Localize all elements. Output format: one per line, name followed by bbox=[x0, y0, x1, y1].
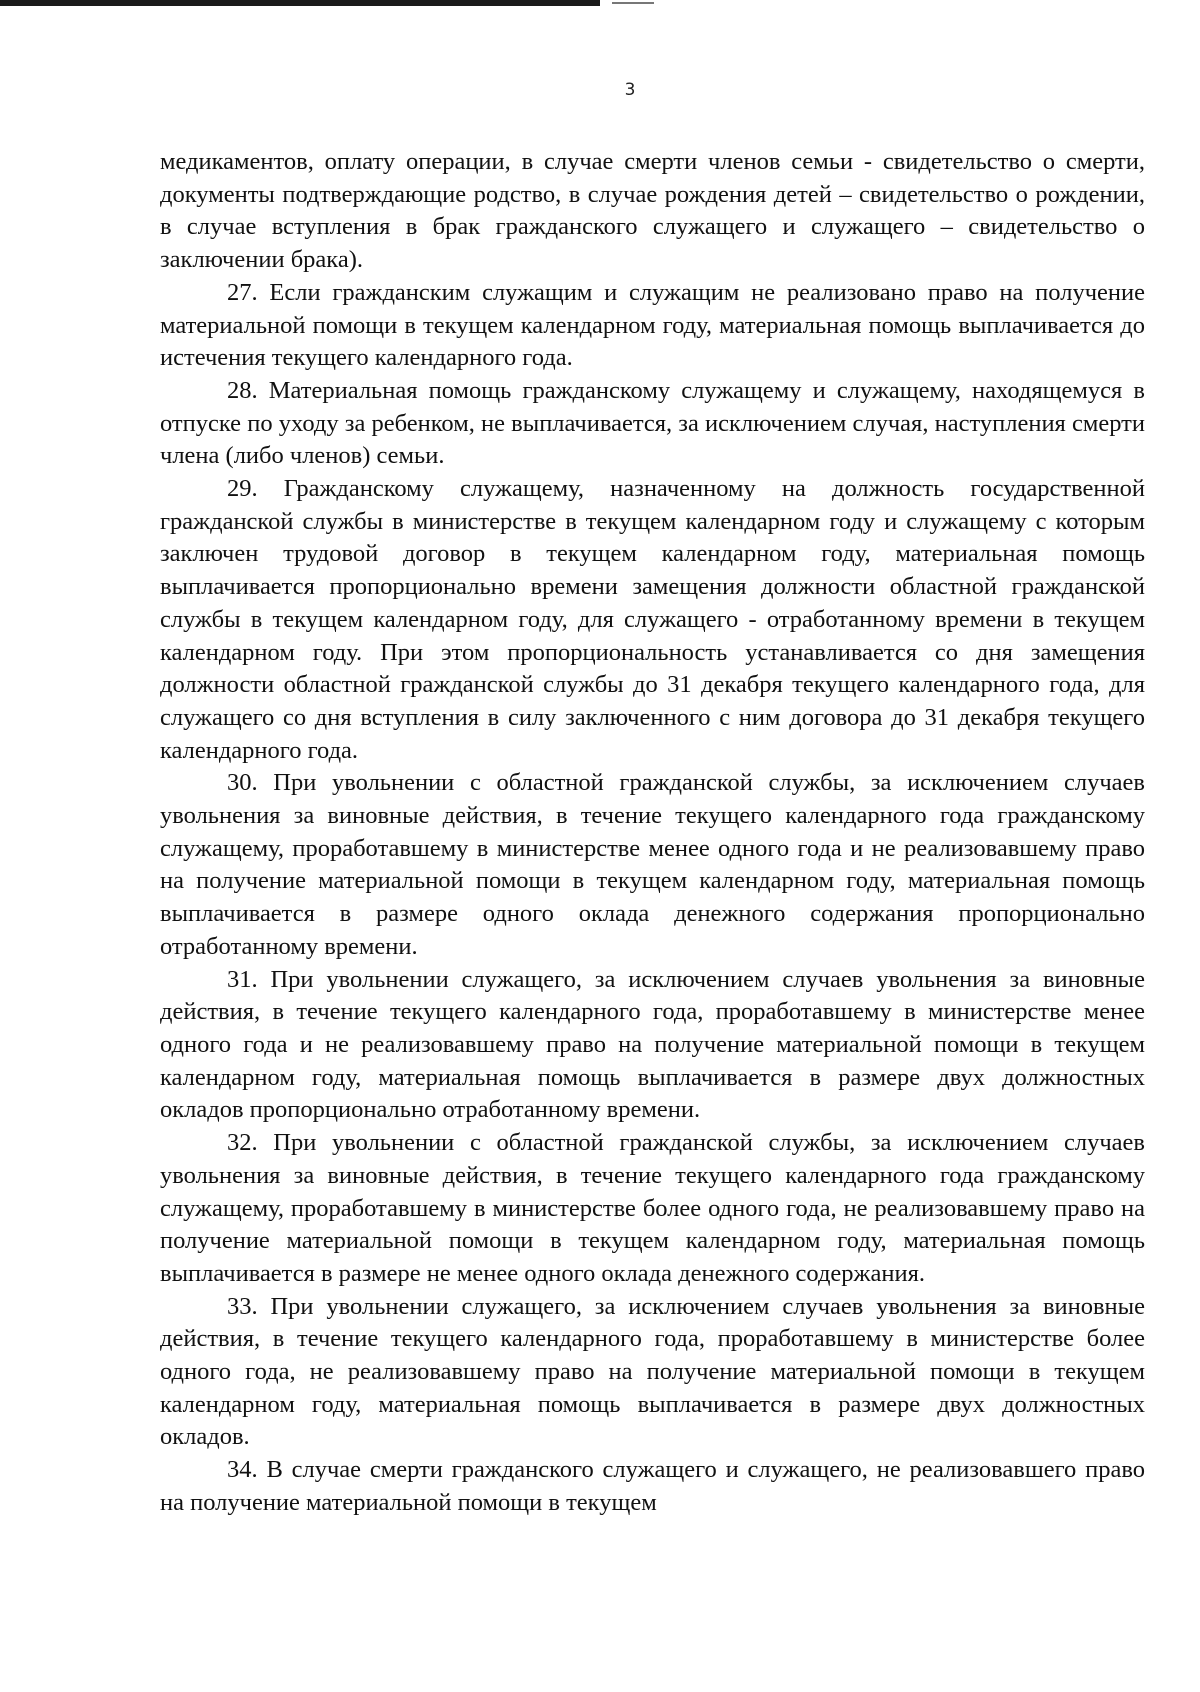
paragraph-32: 32. При увольнении с областной гражданской службы, за исключением случаев увольнения за виновные действия, в течение текущего календарного года гражданскому служащему, проработавшему в министерстве более одного года, не реализовавшему право на получение материальной помощи в текущем календарном году, материальная помощь выплачивается в размере не менее одного оклада денежного содержания. bbox=[160, 1129, 1145, 1287]
paragraph-continuation: медикаментов, оплату операции, в случае смерти членов семьи - свидетельство о смерти, документы подтверждающие родство, в случае рождения детей – свидетельство о рождении, в случае вступления в брак гражданского служащего и служащего – свидетельство о заключении брака). bbox=[160, 148, 1145, 274]
paragraph-34: 34. В случае смерти гражданского служащего и служащего, не реализовавшего право на получение материальной помощи в текущем bbox=[160, 1456, 1145, 1516]
paragraph-33: 33. При увольнении служащего, за исключением случаев увольнения за виновные действия, в течение текущего календарного года, проработавшему в министерстве более одного года, не реализовавшему право на получение материальной помощи в текущем календарном году, материальная помощь выплачивается в размере двух должностных окладов. bbox=[160, 1292, 1145, 1451]
document-body bbox=[160, 146, 1145, 1520]
scan-edge-mark bbox=[612, 2, 654, 4]
page-number: 3 bbox=[624, 80, 636, 100]
paragraph-31: 31. При увольнении служащего, за исключением случаев увольнения за виновные действия, в течение текущего календарного года, проработавшему в министерстве менее одного года и не реализовавшему право на получение материальной помощи в текущем календарном году, материальная помощь выплачивается в размере двух должностных окладов пропорционально отработанному времени. bbox=[160, 965, 1145, 1124]
scan-edge-bar bbox=[0, 0, 600, 6]
paragraph-27: 27. Если гражданским служащим и служащим не реализовано право на получение материальной помощи в текущем календарном году, материальная помощь выплачивается до истечения текущего календарного года. bbox=[160, 278, 1145, 372]
paragraph-28: 28. Материальная помощь гражданскому служащему и служащему, находящемуся в отпуске по уходу за ребенком, не выплачивается, за исключением случая, наступления смерти члена (либо членов) семьи. bbox=[160, 376, 1145, 470]
paragraph-30: 30. При увольнении с областной гражданской службы, за исключением случаев увольнения за виновные действия, в течение текущего календарного года гражданскому служащему, проработавшему в министерстве менее одного года и не реализовавшему право на получение материальной помощи в текущем календарном году, материальная помощь выплачивается в размере одного оклада денежного содержания пропорционально отработанному времени. bbox=[160, 769, 1145, 960]
page-bottom-margin bbox=[0, 1632, 1200, 1692]
paragraph-29: 29. Гражданскому служащему, назначенному на должность государственной гражданской службы в министерстве в текущем календарном году и служащему с которым заключен трудовой договор в текущем календарном году, материальная помощь выплачивается пропорционально времени замещения должности областной гражданской службы в текущем календарном году, для служащего - отработанному времени в текущем календарном году. При этом пропорциональность устанавливается со дня замещения должности областной гражданской службы до 31 декабря текущего календарного года, для служащего со дня вступления в силу заключенного с ним договора до 31 декабря текущего календарного года. bbox=[160, 475, 1145, 764]
